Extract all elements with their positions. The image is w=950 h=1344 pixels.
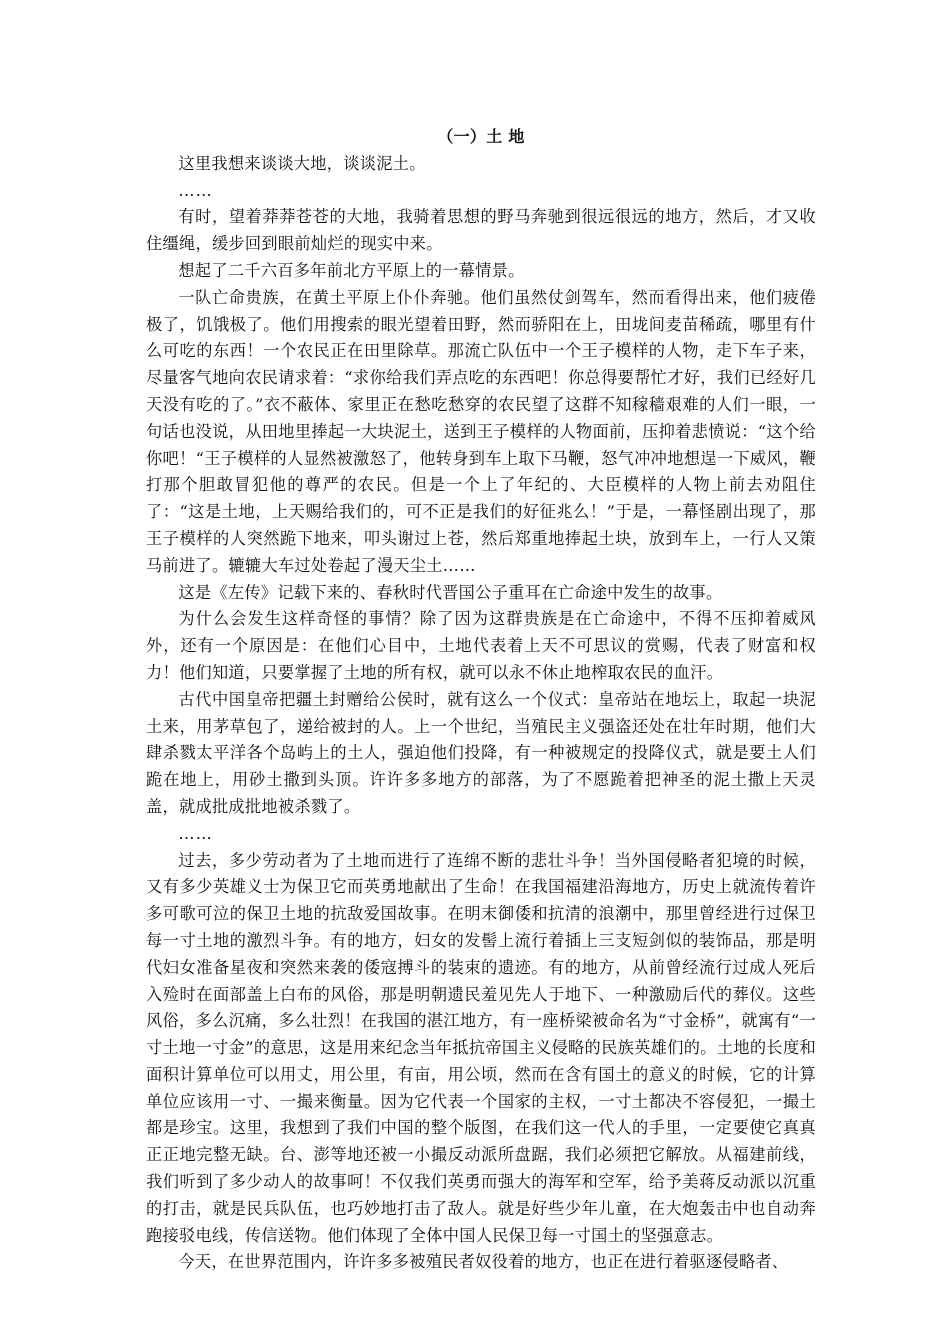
paragraph-intro: 这里我想来谈谈大地，谈谈泥土。 bbox=[178, 153, 426, 173]
document-page bbox=[146, 124, 816, 1276]
paragraph-zuozhuan: 这是《左传》记载下来的、春秋时代晋国公子重耳在亡命途中发生的故事。 bbox=[178, 582, 723, 602]
section-title: （一）土 地 bbox=[437, 127, 525, 146]
paragraph-why: 为什么会发生这样奇怪的事情？除了因为这群贵族是在亡命途中，不得不压抑着威风外，还有一个原因是：在他们心目中，土地代表着上天不可思议的赏赐，代表了财富和权力！他们知道，只要掌握了土地的所有权，就可以永不休止地榨取农民的血汗。 bbox=[146, 609, 816, 682]
paragraph-exiled-nobles: 一队亡命贵族，在黄土平原上仆仆奔驰。他们虽然仗剑驾车，然而看得出来，他们疲倦极了，饥饿极了。他们用搜索的眼光望着田野，然而骄阳在上，田垅间麦苗稀疏，哪里有什么可吃的东西！一个农民正在田里除草。那流亡队伍中一个王子模样的人物，走下车子来，尽量客气地向农民请求着：“求你给我们弄点吃的东西吧！你总得要帮忙才好，我们已经好几天没有吃的了。”衣不蔽体、家里正在愁吃愁穿的农民望了这群不知稼穑艰难的人们一眼，一句话也没说，从田地里捧起一大块泥土，送到王子模样的人物面前，压抑着悲愤说：“这个给你吧！“王子模样的人显然被激怒了，他转身到车上取下马鞭，怒气冲冲地想逞一下威风，鞭打那个胆敢冒犯他的尊严的农民。但是一个上了年纪的、大臣模样的人物上前去劝阻住了：“这是土地，上天赐给我们的，可不正是我们的好征兆么！”于是，一幕怪剧出现了，那王子模样的人突然跪下地来，叩头谢过上苍，然后郑重地捧起土块，放到车上，一行人又策马前进了。辘辘大车过处卷起了漫天尘土…… bbox=[146, 287, 816, 575]
paragraph-ritual: 古代中国皇帝把疆土封赠给公侯时，就有这么一个仪式：皇帝站在地坛上，取起一块泥土来，用茅草包了，递给被封的人。上一个世纪，当殖民主义强盗还处在壮年时期，他们大肆杀戮太平洋各个岛屿上的土人，强迫他们投降，有一种被规定的投降仪式，就是要土人们跪在地上，用砂土撒到头顶。许许多多地方的部落，为了不愿跪着把神圣的泥土撒上天灵盖，就成批成批地被杀戮了。 bbox=[146, 689, 816, 816]
paragraph-wild-horse: 有时，望着莽莽苍苍的大地，我骑着思想的野马奔驰到很远很远的地方，然后，才又收住缰绳，缓步回到眼前灿烂的现实中来。 bbox=[146, 207, 816, 254]
paragraph-today: 今天，在世界范围内，许许多多被殖民者奴役着的地方，也正在进行着驱逐侵略者、 bbox=[178, 1252, 789, 1272]
paragraph-recall: 想起了二千六百多年前北方平原上的一幕情景。 bbox=[178, 260, 525, 280]
ellipsis-1: …… bbox=[178, 180, 213, 200]
ellipsis-2: …… bbox=[178, 823, 213, 843]
paragraph-struggle: 过去，多少劳动者为了土地而进行了连绵不断的悲壮斗争！当外国侵略者犯境的时候，又有多少英雄义士为保卫它而英勇地献出了生命！在我国福建沿海地方，历史上就流传着许多可歌可泣的保卫土地的抗敌爱国故事。在明末御倭和抗清的浪潮中，那里曾经进行过保卫每一寸土地的激烈斗争。有的地方，妇女的发髻上流行着插上三支短剑似的装饰品，那是明代妇女准备星夜和突然来袭的倭寇搏斗的装束的遗迹。有的地方，从前曾经流行过成人死后入殓时在面部盖上白布的风俗，那是明朝遗民羞见先人于地下、一种激励后代的葬仪。这些风俗，多么沉痛，多么壮烈！在我国的湛江地方，有一座桥梁被命名为“寸金桥”，就寓有“一寸土地一寸金”的意思，这是用来纪念当年抵抗帝国主义侵略的民族英雄们的。土地的长度和面积计算单位可以用丈，用公里，有亩，用公顷，然而在含有国土的意义的时候，它的计算单位应该用一寸、一撮来衡量。因为它代表一个国家的主权，一寸土都决不容侵犯，一撮土都是珍宝。这里，我想到了我们中国的整个版图，在我们这一代人的手里，一定要使它真真正正地完整无缺。台、澎等地还被一小撮反动派所盘踞，我们必须把它解放。从福建前线，我们听到了多少动人的故事呵！不仅我们英勇而强大的海军和空军，给予美蒋反动派以沉重的打击，就是民兵队伍，也巧妙地打击了敌人。就是好些少年儿童，在大炮轰击中也自动奔跑接驳电线，传信送物。他们体现了全体中国人民保卫每一寸国土的坚强意志。 bbox=[146, 850, 816, 1245]
